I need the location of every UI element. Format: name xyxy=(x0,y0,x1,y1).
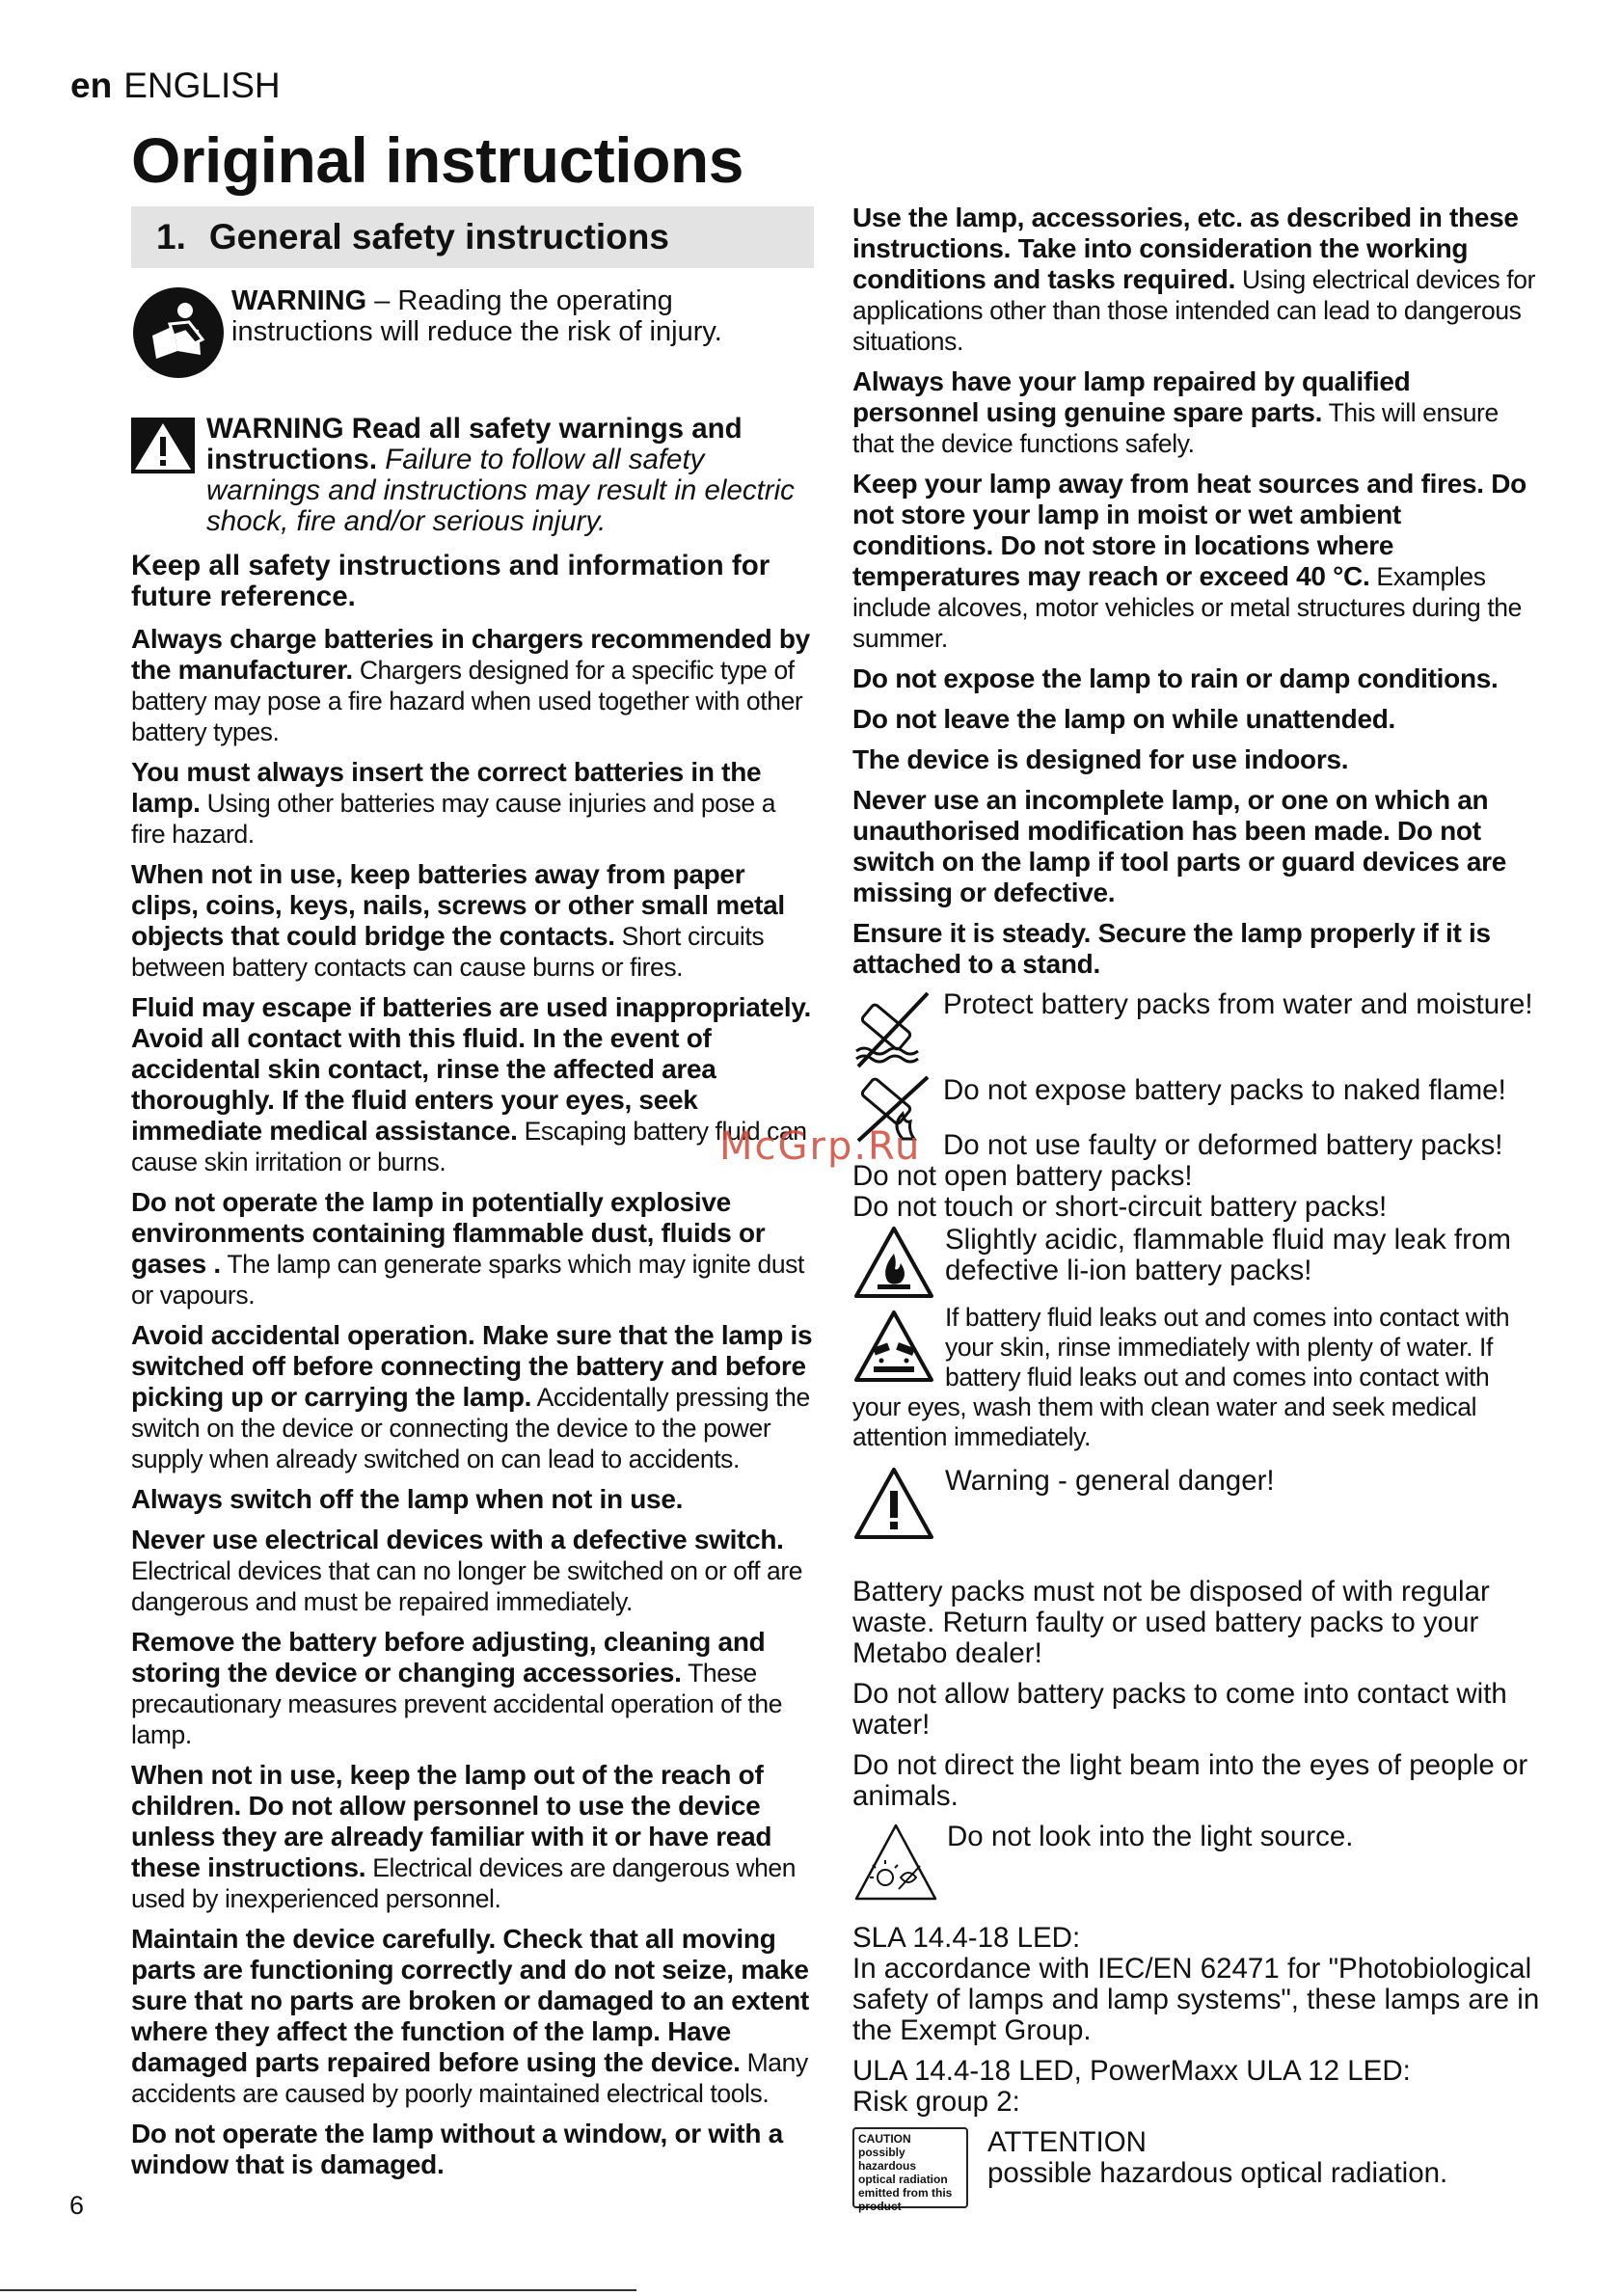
caution-block xyxy=(852,2126,1543,2213)
safety-paragraph xyxy=(131,1187,814,1310)
safety-paragraph-text: The lamp can generate sparks which may ignite dust or vapours. xyxy=(131,1250,804,1310)
safety-paragraph xyxy=(852,203,1543,357)
section-title: General safety instructions xyxy=(208,217,669,257)
section-number: 1. xyxy=(156,217,186,257)
safety-paragraph-bold: When not in use, keep batteries away from paper clips, coins, keys, nails, screws or other small metal objects that could bridge the contacts. xyxy=(131,859,785,951)
safety-paragraph-text: Many accidents are caused by poorly maintained electrical tools. xyxy=(131,2048,808,2108)
safety-paragraph-text: Short circuits between battery contacts can cause burns or fires. xyxy=(131,922,765,982)
symbol-flammable xyxy=(852,1225,1543,1305)
safety-paragraph-text: Chargers designed for a specific type of battery may pose a fire hazard when used together with other battery types. xyxy=(131,656,803,746)
safety-paragraph xyxy=(852,744,1543,775)
read-all-text xyxy=(195,414,814,537)
read-all-warning xyxy=(131,414,814,537)
safety-paragraph-bold: Maintain the device carefully. Check that all moving parts are functioning correctly and do not seize, make sure that no parts are broken or damaged to an extent where they affect the function of the lamp. Have damaged parts repaired before using the device. xyxy=(131,1924,809,2077)
symbol-touch-text: Do not touch or short-circuit battery packs! xyxy=(852,1191,1388,1223)
safety-paragraph xyxy=(131,992,814,1177)
safety-paragraph-text: Escaping battery fluid can cause skin irritation or burns. xyxy=(131,1117,807,1176)
disposal-text: Battery packs must not be disposed of with regular waste. Return faulty or used battery packs to your Metabo dealer! xyxy=(852,1576,1490,1669)
caution-line-5: product xyxy=(858,2200,902,2213)
safety-paragraph xyxy=(852,785,1543,908)
safety-paragraph-text: Using other batteries may cause injuries and pose a fire hazard. xyxy=(131,789,776,849)
symbol-fluid-text xyxy=(852,1303,1543,1452)
attention-title: ATTENTION xyxy=(987,2126,1147,2158)
symbol-water-text: Protect battery packs from water and moisture! xyxy=(943,988,1533,1020)
safety-paragraph xyxy=(852,366,1543,459)
safety-paragraph xyxy=(131,1525,814,1617)
safety-paragraph-bold: Always switch off the lamp when not in use. xyxy=(131,1484,684,1514)
safety-paragraph-bold: Remove the battery before adjusting, cleaning and storing the device or changing accessories. xyxy=(131,1627,766,1688)
safety-paragraph-bold: When not in use, keep the lamp out of the reach of children. Do not allow personnel to use the device unless they are already familiar with it or have read these instructions. xyxy=(131,1760,772,1882)
right-paragraph-list xyxy=(852,203,1543,980)
page-title: Original instructions xyxy=(131,124,743,196)
safety-paragraph-bold: The device is designed for use indoors. xyxy=(852,744,1349,774)
risk-group: Risk group 2: xyxy=(852,2086,1020,2118)
caution-line-2: possibly hazardous xyxy=(858,2146,917,2173)
safety-paragraph xyxy=(131,1320,814,1474)
safety-paragraph-text: These precautionary measures prevent accidental operation of the lamp. xyxy=(131,1659,783,1749)
safety-paragraph xyxy=(852,918,1543,980)
light-source-icon xyxy=(852,1822,939,1909)
section-heading xyxy=(131,206,814,268)
caution-line-3: optical radiation xyxy=(858,2173,948,2186)
language-name: ENGLISH xyxy=(123,66,281,105)
safety-paragraph-bold: Do not expose the lamp to rain or damp conditions. xyxy=(852,663,1499,693)
symbol-no-look xyxy=(852,1822,1543,1909)
safety-paragraph xyxy=(131,1760,814,1914)
read-manual-warning xyxy=(131,285,814,385)
safety-paragraph-bold: Do not operate the lamp without a window, or with a window that is damaged. xyxy=(131,2119,783,2179)
safety-paragraph-text: Electrical devices are dangerous when used by inexperienced personnel. xyxy=(131,1853,797,1913)
symbol-open-text: Do not open battery packs! xyxy=(852,1160,1193,1192)
safety-paragraph xyxy=(131,859,814,983)
safety-paragraph-text: Accidentally pressing the switch on the device or connecting the device to the power supply when already switched on can lead to accidents. xyxy=(131,1383,810,1473)
caution-line-4: emitted from this xyxy=(858,2186,953,2200)
symbol-flammable-text: Slightly acidic, flammable fluid may leak from defective li-ion battery packs! xyxy=(945,1224,1511,1286)
read-manual-text xyxy=(226,285,814,347)
attention-text: possible hazardous optical radiation. xyxy=(987,2157,1448,2189)
safety-paragraph-bold: Do not leave the lamp on while unattended. xyxy=(852,704,1396,734)
caution-label-icon xyxy=(852,2127,968,2213)
read-all-italic: Failure to follow all safety warnings and instructions may result in electric shock, fire and/or serious injury. xyxy=(206,444,795,537)
no-beam-text: Do not direct the light beam into the eyes of people or animals. xyxy=(852,1749,1528,1812)
symbol-faulty-text: Do not use faulty or deformed battery packs! xyxy=(943,1129,1503,1161)
read-manual-icon xyxy=(131,285,226,385)
caution-line-1: CAUTION xyxy=(858,2132,911,2146)
safety-paragraph xyxy=(131,624,814,747)
read-all-bold: WARNING Read all safety warnings and instructions. xyxy=(206,413,743,475)
language-code: en xyxy=(70,66,113,105)
safety-paragraph-bold: Avoid accidental operation. Make sure that the lamp is switched off before connecting the battery and before picking up or carrying the lamp. xyxy=(131,1320,813,1412)
safety-paragraph-bold: Always charge batteries in chargers recommended by the manufacturer. xyxy=(131,624,810,685)
safety-paragraph-text: Electrical devices that can no longer be switched on or off are dangerous and must be repaired immediately. xyxy=(131,1556,803,1616)
safety-paragraph-bold: Ensure it is steady. Secure the lamp properly if it is attached to a stand. xyxy=(852,918,1491,979)
fluid-icon-spacer xyxy=(852,1303,945,1390)
safety-paragraph-bold: Never use an incomplete lamp, or one on which an unauthorised modification has been made. Do not switch on the lamp if tool parts or guard devices are missing or defective. xyxy=(852,785,1507,907)
symbol-danger-text: Warning - general danger! xyxy=(945,1465,1275,1497)
safety-paragraph xyxy=(852,704,1543,735)
safety-paragraph-bold: Always have your lamp repaired by qualified personnel using genuine spare parts. xyxy=(852,366,1411,427)
safety-paragraph-bold: Do not operate the lamp in potentially explosive environments containing flammable dust, fluids or gases . xyxy=(131,1187,766,1279)
safety-paragraph xyxy=(131,1484,814,1515)
safety-paragraph-bold: Use the lamp, accessories, etc. as described in these instructions. Take into consideration the working conditions and tasks required. xyxy=(852,203,1519,294)
safety-paragraph-bold: You must always insert the correct batteries in the lamp. xyxy=(131,757,762,818)
sla-block xyxy=(852,1923,1543,2046)
safety-paragraph-bold: Fluid may escape if batteries are used inappropriately. Avoid all contact with this fluid. In the event of accidental skin contact, rinse the affected area thoroughly. If the fluid enters your eyes, seek immediate medical assistance. xyxy=(131,992,812,1146)
flammable-icon xyxy=(852,1225,935,1305)
sla-text: In accordance with IEC/EN 62471 for "Photobiological safety of lamps and lamp systems", these lamps are in the Exempt Group. xyxy=(852,1953,1540,2046)
safety-paragraph-text: Using electrical devices for applications other than those intended can lead to dangerous situations. xyxy=(852,265,1536,356)
warning-text: – Reading the operating instructions will reduce the risk of injury. xyxy=(231,285,722,347)
safety-paragraph xyxy=(131,1924,814,2109)
left-paragraph-list xyxy=(131,624,814,2180)
warning-triangle-icon xyxy=(131,418,195,478)
footer-rule xyxy=(0,2289,636,2291)
language-header xyxy=(70,66,281,106)
safety-paragraph xyxy=(852,469,1543,654)
sla-model: SLA 14.4-18 LED: xyxy=(852,1922,1081,1954)
right-column xyxy=(852,203,1543,2213)
no-look-text: Do not look into the light source. xyxy=(947,1821,1354,1852)
keep-instructions: Keep all safety instructions and information for future reference. xyxy=(131,550,770,612)
page-number: 6 xyxy=(69,2191,85,2220)
no-water-icon xyxy=(852,989,933,1075)
safety-paragraph-bold: Never use electrical devices with a defective switch. xyxy=(131,1525,784,1554)
no-water-text: Do not allow battery packs to come into contact with water! xyxy=(852,1678,1507,1741)
general-danger-icon xyxy=(852,1466,935,1546)
symbol-danger xyxy=(852,1466,1543,1546)
safety-paragraph-text: Examples include alcoves, motor vehicles or metal structures during the summer. xyxy=(852,562,1522,653)
safety-paragraph xyxy=(131,757,814,850)
warning-label: WARNING xyxy=(231,285,367,316)
watermark: McGrp.Ru xyxy=(719,1124,922,1169)
safety-paragraph xyxy=(852,663,1543,694)
safety-paragraph xyxy=(131,1627,814,1750)
attention-text-block xyxy=(968,2127,1543,2189)
symbol-water xyxy=(852,989,1543,1075)
left-column xyxy=(131,206,814,2190)
safety-paragraph xyxy=(131,2119,814,2180)
safety-paragraph-text: This will ensure that the device functions safely. xyxy=(852,398,1499,458)
ula-block xyxy=(852,2056,1543,2118)
fluid-warning-text: If battery fluid leaks out and comes into contact with your skin, rinse immediately with plenty of water. If battery fluid leaks out and comes into contact with your eyes, wash them with clean water and seek medical attention immediately. xyxy=(852,1303,1510,1451)
ula-model: ULA 14.4-18 LED, PowerMaxx ULA 12 LED: xyxy=(852,2055,1411,2087)
safety-paragraph-bold: Keep your lamp away from heat sources and fires. Do not store your lamp in moist or wet ambient conditions. Do not store in locations where temperatures may reach or exceed 40 °C. xyxy=(852,469,1526,591)
symbol-flame-text: Do not expose battery packs to naked flame! xyxy=(943,1074,1506,1106)
